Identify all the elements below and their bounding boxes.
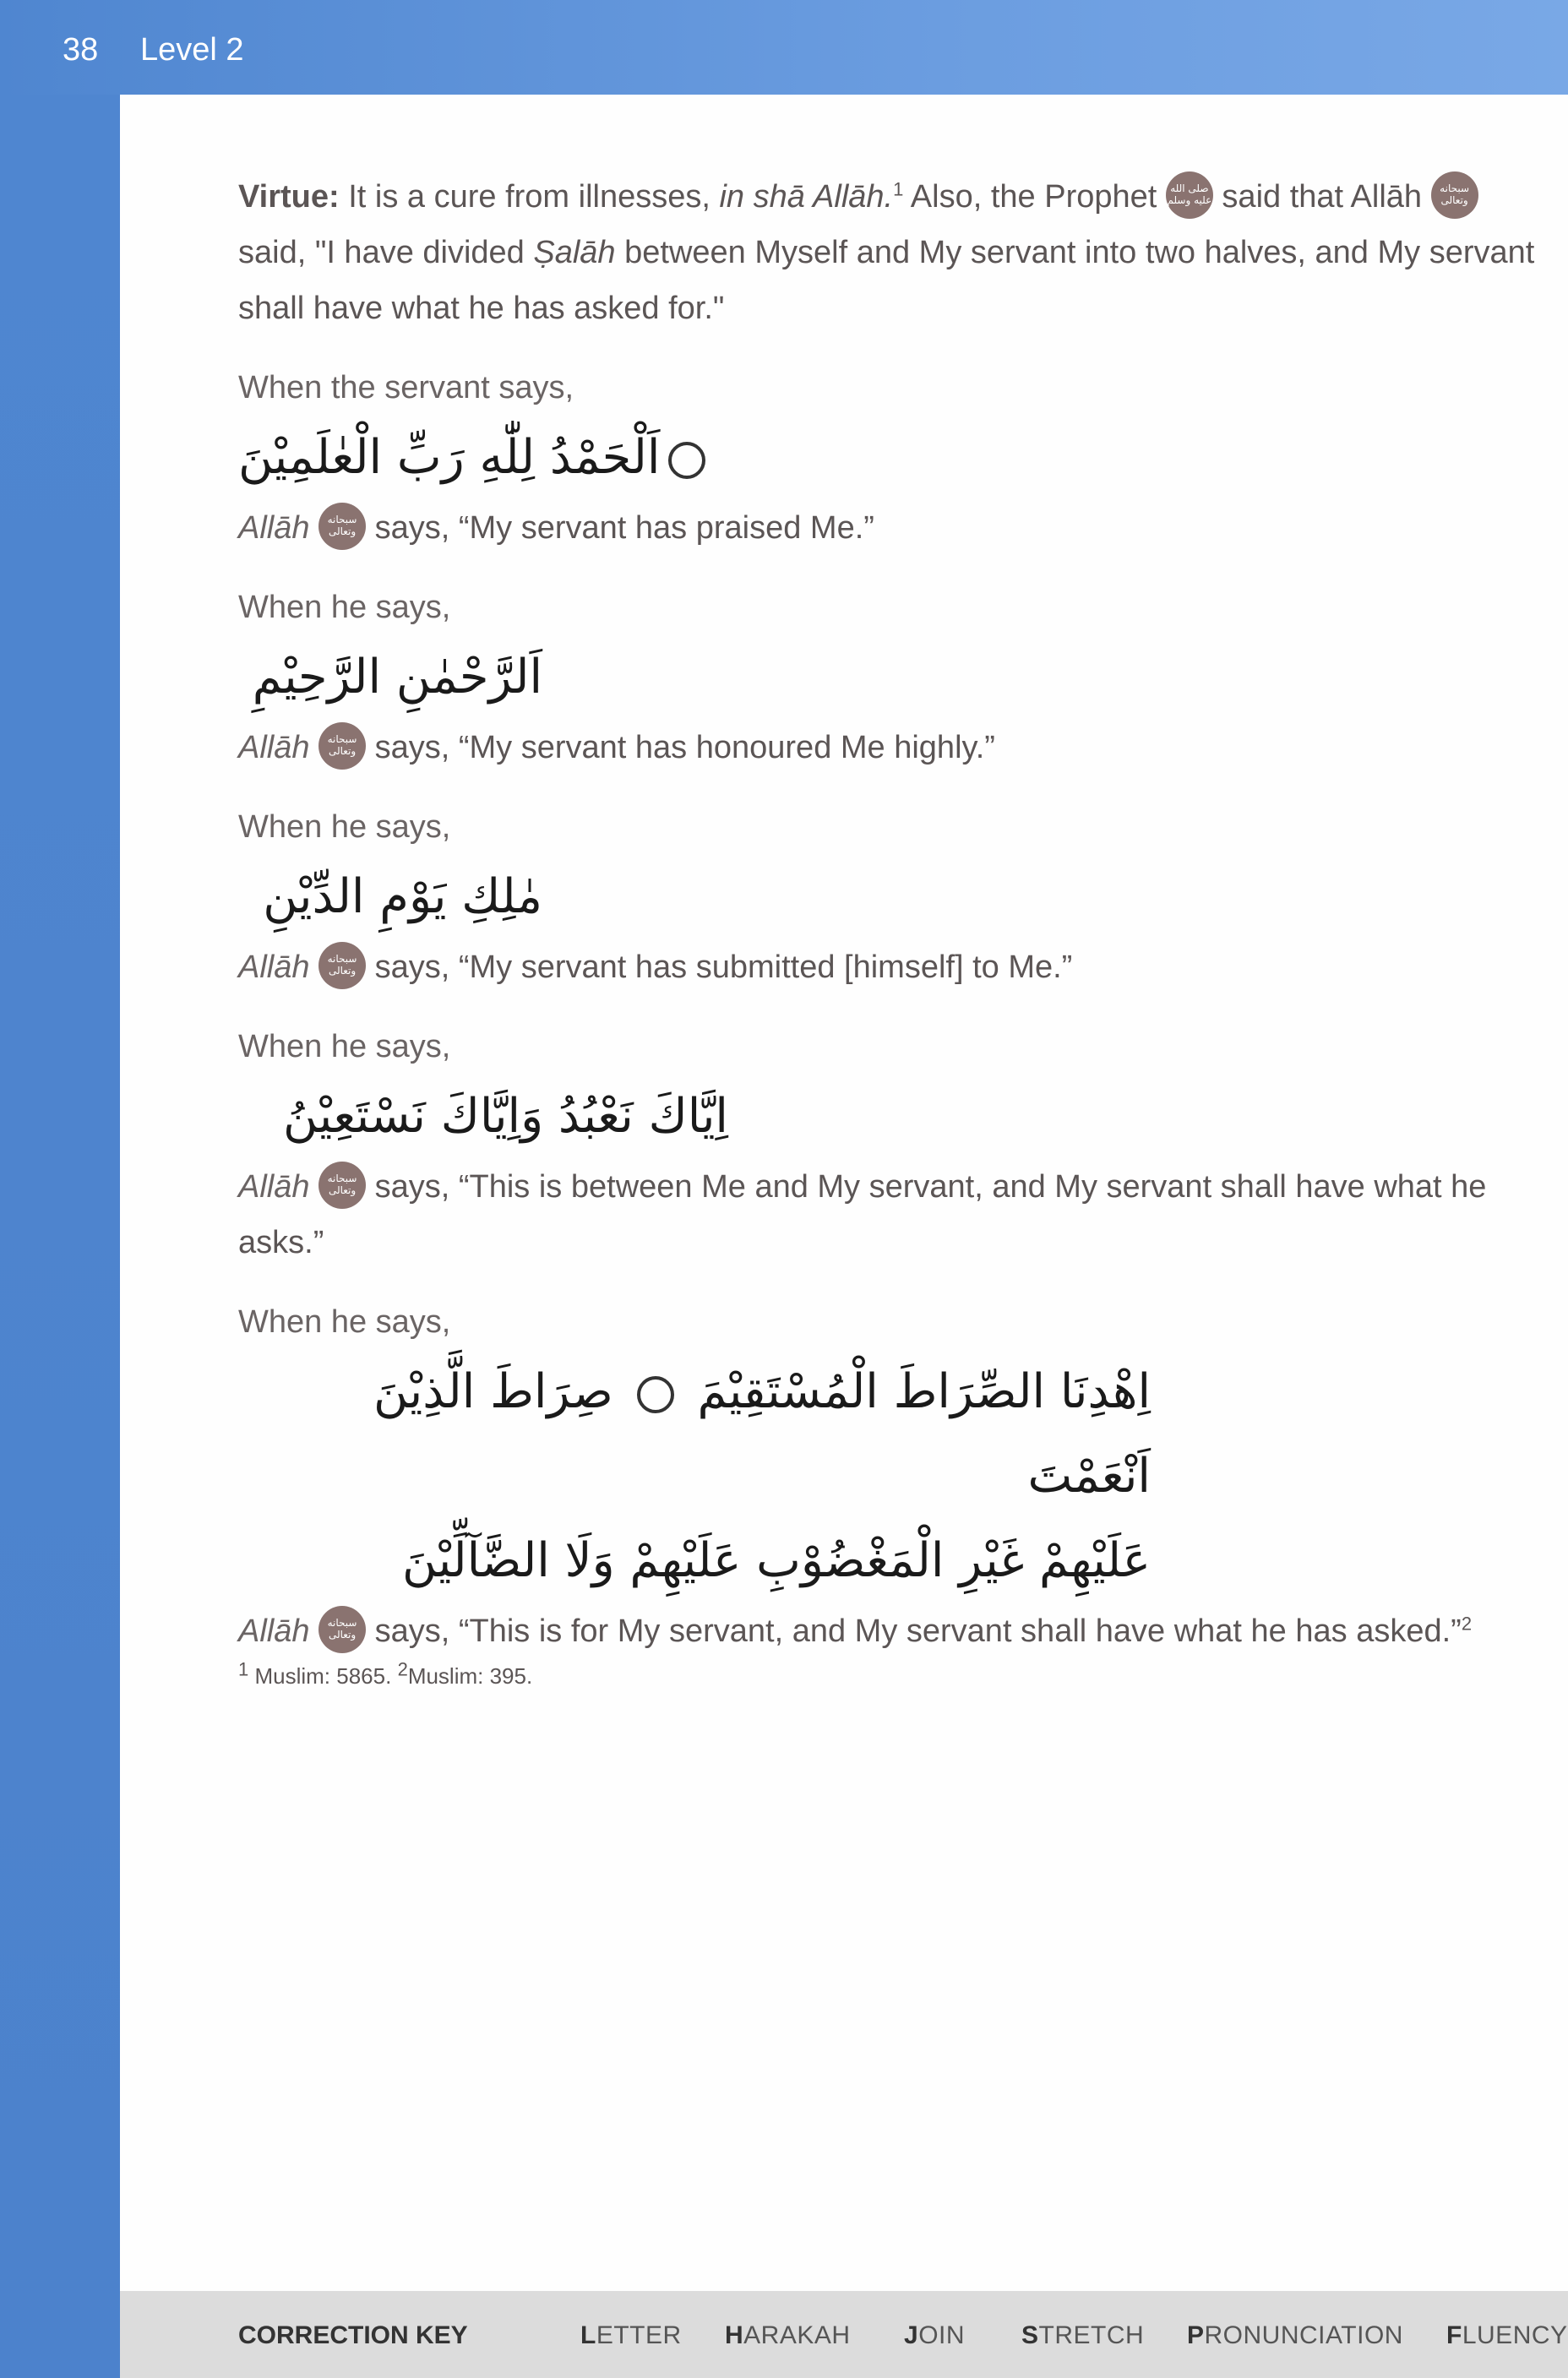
virtue-italic: in shā Allāh.: [719, 179, 894, 215]
allah-honorific-icon: سبحانه وتعالى: [318, 1606, 366, 1653]
allah-says: Allāh سبحانه وتعالى says, “My servant has honoured Me highly.”: [238, 720, 1539, 775]
virtue-paragraph: [238, 169, 1539, 336]
key-item-fluency: FLUENCY: [1446, 2321, 1568, 2349]
virtue-text: Also, the Prophet: [903, 179, 1166, 215]
section-intro: When the servant says,: [238, 370, 574, 405]
page-number: 38: [63, 32, 99, 68]
allah-says: Allāh سبحانه وتعالى says, “This is between Me and My servant, and My servant shall have what he asks.”: [238, 1159, 1539, 1271]
virtue-text: It is a cure from illnesses,: [339, 179, 720, 215]
prophet-honorific-icon: صلى الله عليه وسلم: [1166, 171, 1213, 219]
page-header: [0, 0, 1568, 95]
section-intro: When he says,: [238, 809, 451, 845]
ayah-marker-icon: [668, 442, 705, 479]
allah-honorific-icon: سبحانه وتعالى: [1431, 171, 1478, 219]
virtue-label: Virtue:: [238, 179, 340, 215]
allah-honorific-icon: سبحانه وتعالى: [318, 942, 366, 989]
virtue-italic: Ṣalāh: [533, 235, 616, 270]
arabic-verse: اَلْحَمْدُ لِلّٰهِ رَبِّ الْعٰلَمِيْنَ: [238, 416, 779, 500]
arabic-verse: مٰلِكِ يَوْمِ الدِّيْنِ: [263, 869, 542, 924]
correction-key-label: CORRECTION KEY: [238, 2321, 468, 2349]
virtue-text: said that Allāh: [1212, 179, 1431, 215]
arabic-verse: اَلرَّحْمٰنِ الرَّحِيْمِ: [252, 650, 542, 705]
level-title: Level 2: [140, 32, 244, 68]
virtue-text: said, "I have divided: [238, 235, 534, 270]
allah-honorific-icon: سبحانه وتعالى: [318, 722, 366, 770]
allah-says: Allāh سبحانه وتعالى says, “My servant has submitted [himself] to Me.”: [238, 939, 1539, 995]
key-item-join: JOIN: [904, 2321, 966, 2349]
allah-honorific-icon: سبحانه وتعالى: [318, 503, 366, 550]
key-item-letter: LETTER: [580, 2321, 682, 2349]
virtue-text: between Myself and My servant into two halves, and My servant shall have what he has asked for.": [238, 235, 1535, 326]
allah-says: Allāh سبحانه وتعالى says, “My servant has praised Me.”: [238, 500, 1539, 556]
key-item-harakah: HARAKAH: [725, 2321, 851, 2349]
footnote-ref-1: 1: [893, 178, 904, 200]
arabic-verse: اِيَّاكَ نَعْبُدُ وَاِيَّاكَ نَسْتَعِيْنُ: [282, 1089, 728, 1144]
key-item-stretch: STRETCH: [1021, 2321, 1145, 2349]
section-intro: When he says,: [238, 590, 451, 625]
section-intro: When he says,: [238, 1304, 451, 1340]
footnotes: $^1$ Muslim: 5865. $^2$Muslim: 395.: [238, 1658, 533, 1689]
ayah-marker-icon: [637, 1376, 674, 1413]
section-intro: When he says,: [238, 1029, 451, 1064]
key-item-pronunciation: PRONUNCIATION: [1187, 2321, 1403, 2349]
arabic-verse: اِهْدِنَا الصِّرَاطَ الْمُسْتَقِيْمَ صِرَاطَ الَّذِيْنَ اَنْعَمْتَ عَلَيْهِمْ غَيْرِ الْمَغْضُوْبِ عَلَيْهِمْ وَلَا الضَّآلِّيْنَ: [373, 1364, 1151, 1588]
left-sidebar-band: [0, 95, 120, 2378]
content: [238, 169, 1539, 1693]
allah-honorific-icon: سبحانه وتعالى: [318, 1162, 366, 1209]
allah-says: Allāh سبحانه وتعالى says, “This is for My servant, and My servant shall have what he has asked.”$^2$: [238, 1603, 1539, 1659]
correction-key-footer: [120, 2291, 1568, 2378]
